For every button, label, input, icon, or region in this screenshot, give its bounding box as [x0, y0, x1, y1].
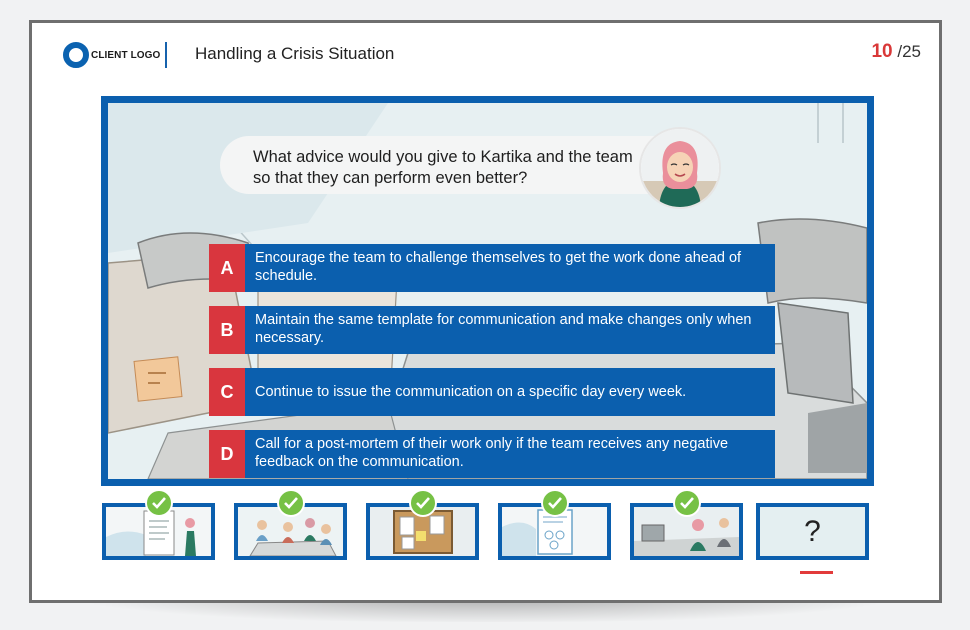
- page-counter: [871, 41, 921, 63]
- checkmark-icon: [145, 489, 173, 517]
- logo-divider: [165, 42, 167, 68]
- thumbnail-current-question[interactable]: [756, 503, 869, 560]
- course-title: Handling a Crisis Situation: [195, 44, 395, 63]
- logo-ring-icon: [63, 42, 89, 68]
- question-scene: [101, 96, 874, 486]
- active-indicator: [800, 571, 833, 574]
- option-letter: A: [209, 244, 245, 292]
- client-logo: [63, 43, 167, 67]
- checkmark-icon: [409, 489, 437, 517]
- option-letter: B: [209, 306, 245, 354]
- checkmark-icon: [673, 489, 701, 517]
- option-text: Call for a post-mortem of their work only if the team receives any negative feedback on the communication.: [245, 430, 775, 478]
- slide-frame: [29, 20, 942, 603]
- question-text: What advice would you give to Kartika and the team so that they can perform even better?: [253, 148, 633, 187]
- option-d[interactable]: [209, 430, 775, 478]
- kartika-avatar: [639, 127, 721, 209]
- option-b[interactable]: [209, 306, 775, 354]
- page-total: /25: [897, 42, 921, 61]
- checkmark-icon: [541, 489, 569, 517]
- option-c[interactable]: [209, 368, 775, 416]
- checkmark-icon: [277, 489, 305, 517]
- option-letter: C: [209, 368, 245, 416]
- option-text: Continue to issue the communication on a specific day every week.: [245, 368, 775, 416]
- character-portrait-icon: [641, 129, 719, 207]
- page-current: 10: [871, 41, 893, 62]
- option-letter: D: [209, 430, 245, 478]
- option-text: Encourage the team to challenge themselves to get the work done ahead of schedule.: [245, 244, 775, 292]
- option-a[interactable]: [209, 244, 775, 292]
- option-text: Maintain the same template for communication and make changes only when necessary.: [245, 306, 775, 354]
- logo-text: CLIENT LOGO: [91, 49, 161, 61]
- question-mark-label: ?: [804, 514, 821, 548]
